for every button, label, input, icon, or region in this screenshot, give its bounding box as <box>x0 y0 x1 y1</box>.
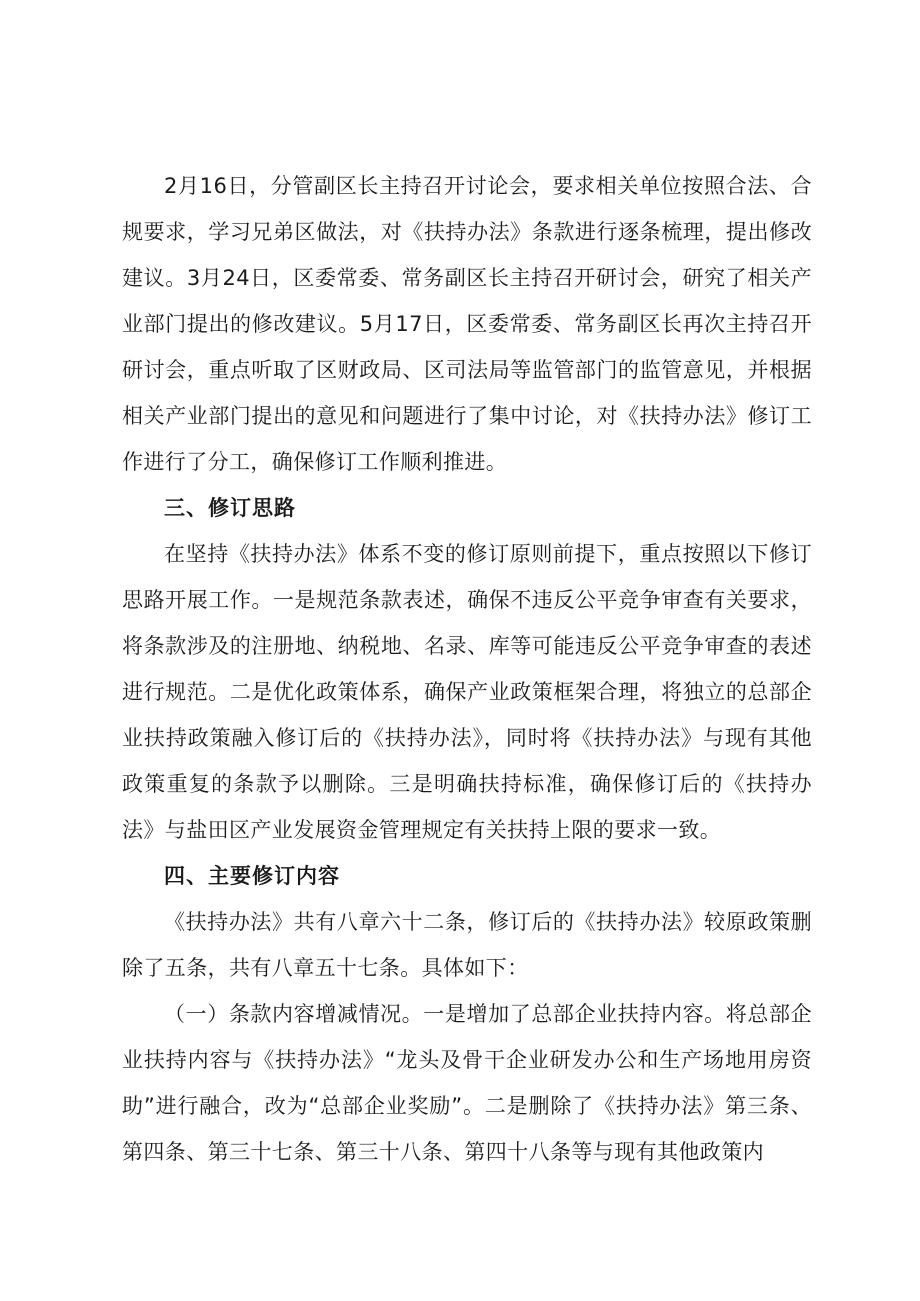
paragraph-meetings: 2月16日，分管副区长主持召开讨论会，要求相关单位按照合法、合规要求，学习兄弟区做法，对《扶持办法》条款进行逐条梳理，提出修改建议。3月24日，区委常委、常务副区长主持召开研讨会，研究了相关产业部门提出的修改建议。5月17日，区委常委、常务副区长再次主持召开研讨会，重点听取了区财政局、区司法局等监管部门的监管意见，并根据相关产业部门提出的意见和问题进行了集中讨论，对《扶持办法》修订工作进行了分工，确保修订工作顺利推进。 <box>122 174 812 474</box>
paragraph-main-revisions-summary: 《扶持办法》共有八章六十二条，修订后的《扶持办法》较原政策删除了五条，共有八章五十七条。具体如下： <box>122 910 812 980</box>
paragraph-clause-changes: （一）条款内容增减情况。一是增加了总部企业扶持内容。将总部企业扶持内容与《扶持办法》“龙头及骨干企业研发办公和生产场地用房资助”进行融合，改为“总部企业奖励”。二是删除了《扶持办法》第三条、第四条、第三十七条、第三十八条、第四十八条等与现有其他政策内 <box>122 1002 812 1164</box>
section-heading-revision-approach: 三、修订思路 <box>164 496 296 520</box>
paragraph-revision-approach: 在坚持《扶持办法》体系不变的修订原则前提下，重点按照以下修订思路开展工作。一是规范条款表述，确保不违反公平竞争审查有关要求，将条款涉及的注册地、纳税地、名录、库等可能违反公平竞争审查的表述进行规范。二是优化政策体系，确保产业政策框架合理，将独立的总部企业扶持政策融入修订后的《扶持办法》，同时将《扶持办法》与现有其他政策重复的条款予以删除。三是明确扶持标准，确保修订后的《扶持办法》与盐田区产业发展资金管理规定有关扶持上限的要求一致。 <box>122 542 812 842</box>
document-body <box>122 163 812 1175</box>
section-heading-main-revisions: 四、主要修订内容 <box>164 864 340 888</box>
